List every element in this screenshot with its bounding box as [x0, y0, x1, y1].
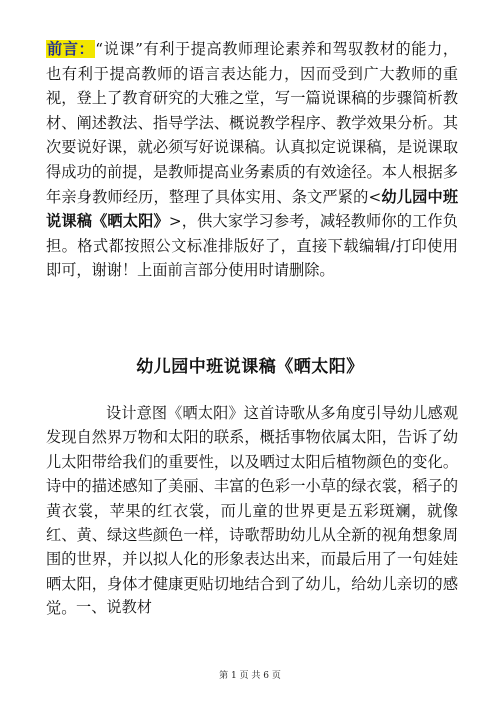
preface-text-2: >，供大家学习参考，减轻教师你的工作负担。格式都按照公文标准排版好了，直接下载编辑/打印使用即可，谢谢！上面前言部分使用时请删除。	[46, 212, 458, 280]
section-heading: 一、说教材	[76, 598, 152, 616]
preface-paragraph	[46, 37, 458, 283]
design-intent-paragraph: 设计意图《晒太阳》这首诗歌从多角度引导幼儿感观发现自然界万物和太阳的联系，概括事物依属太阳，告诉了幼儿太阳带给我们的重要性，以及晒过太阳后植物颜色的变化。诗中的描述感知了美丽、丰富的色彩一小草的绿衣裳，稻子的黄衣裳，苹果的红衣裳，而儿童的世界更是五彩斑斓，就像红、黄、绿这些颜色一样，诗歌帮助幼儿从全新的视角想象周围的世界，并以拟人化的形象表达出来，而最后用了一句娃娃晒太阳，身体才健康更贴切地结合到了幼儿，给幼儿亲切的感觉。	[46, 404, 458, 618]
document-title: 幼儿园中班说课稿《晒太阳》	[136, 357, 364, 377]
preface-text-1: “说课”有利于提高教师理论素养和驾驭教材的能力，也有利于提高教师的语言表达能力，因而受到广大教师的重视，登上了教育研究的大雅之堂，写一篇说课稿的步骤简析教材、阐述教法、指导学法、概说教学程序、教学效果分析。其次要说好课，就必须写好说课稿。认真拟定说课稿，是说课取得成功的前提，是教师提高业务素质的有效途径。本人根据多年亲身教师经历，整理了具体实用、条文严紧的<	[46, 40, 459, 206]
preface-label: 前言：	[47, 40, 95, 58]
preface-document-name: 幼儿园中班说课稿《晒太阳》	[46, 187, 459, 231]
page-footer: 第 1 页 共 6 页	[219, 671, 281, 681]
